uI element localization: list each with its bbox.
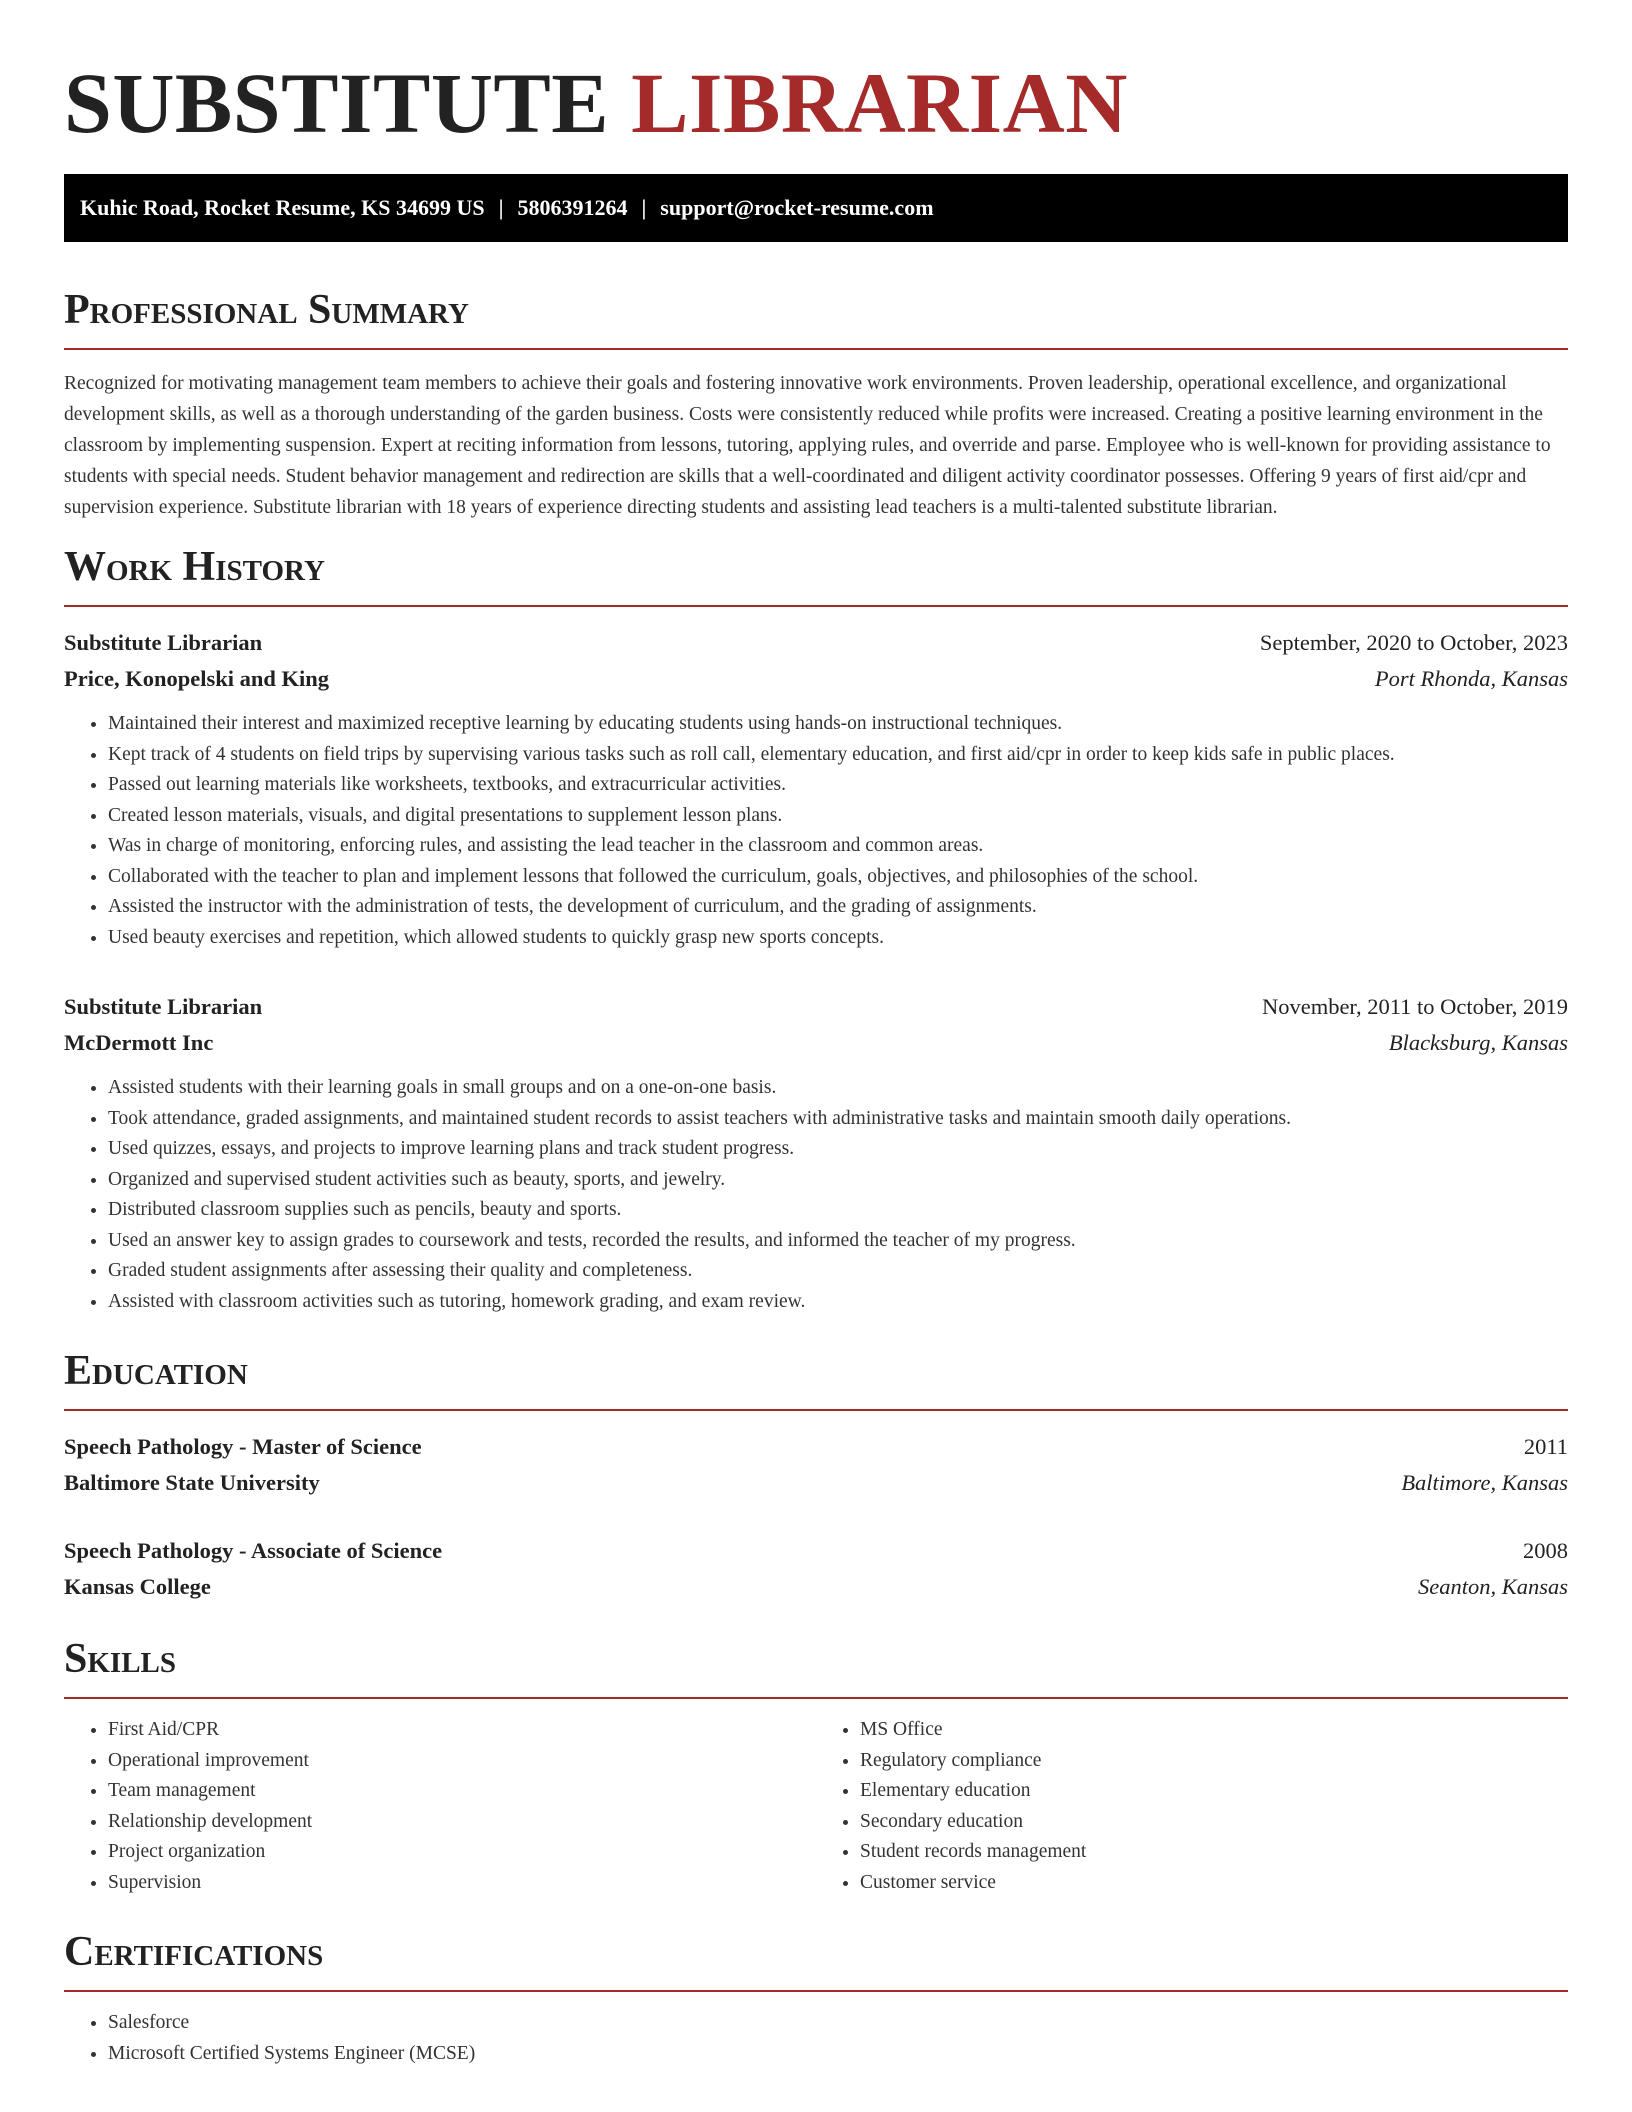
education-header-row xyxy=(64,1429,1568,1465)
skill-item: • First Aid/CPR xyxy=(108,1715,816,1746)
section-divider xyxy=(64,1990,1568,1992)
job-bullet: • Took attendance, graded assignments, and maintained student records to assist teachers with administrative tasks and maintain smooth daily operations. xyxy=(108,1104,1568,1135)
section-title-summary: Professional Summary xyxy=(64,287,469,333)
title-job-word: SUBSTITUTE xyxy=(64,55,610,151)
job-role: Substitute Librarian xyxy=(64,630,263,655)
job-bullet: • Collaborated with the teacher to plan and implement lessons that followed the curriculum, goals, objectives, and philosophies of the school. xyxy=(108,862,1568,893)
skill-item: • Project organization xyxy=(108,1837,816,1868)
skill-item: • MS Office xyxy=(860,1715,1568,1746)
job-bullet: • Created lesson materials, visuals, and digital presentations to supplement lesson plans. xyxy=(108,801,1568,832)
job-bullet-list xyxy=(64,1073,1568,1317)
section-title-work: Work History xyxy=(64,544,325,590)
section-title-skills: Skills xyxy=(64,1636,177,1682)
job-bullet: • Assisted with classroom activities such as tutoring, homework grading, and exam review. xyxy=(108,1287,1568,1318)
job-bullet: • Used an answer key to assign grades to coursework and tests, recorded the results, and informed the teacher of my progress. xyxy=(108,1226,1568,1257)
section-title-certifications: Certifications xyxy=(64,1929,324,1975)
job-location: Blacksburg, Kansas xyxy=(1388,1030,1568,1055)
job-bullet: • Assisted students with their learning goals in small groups and on a one-on-one basis. xyxy=(108,1073,1568,1104)
job-bullet: • Passed out learning materials like worksheets, textbooks, and extracurricular activities. xyxy=(108,770,1568,801)
contact-bar xyxy=(64,174,1568,242)
skill-item: • Elementary education xyxy=(860,1776,1568,1807)
resume-title xyxy=(64,52,1568,154)
contact-email[interactable]: support@rocket-resume.com xyxy=(660,195,934,220)
education-header-row xyxy=(64,1533,1568,1569)
certifications-list xyxy=(64,2008,1568,2069)
job-company-row xyxy=(64,1025,1568,1061)
contact-phone[interactable]: 5806391264 xyxy=(517,195,628,220)
job-bullet: • Maintained their interest and maximized receptive learning by educating students using hands-on instructional techniques. xyxy=(108,709,1568,740)
skill-item: • Customer service xyxy=(860,1868,1568,1899)
section-divider xyxy=(64,348,1568,350)
education-degree: Speech Pathology - Master of Science xyxy=(64,1434,422,1459)
skill-item: • Team management xyxy=(108,1776,816,1807)
job-company-row xyxy=(64,661,1568,697)
education-list xyxy=(64,1429,1568,1605)
job-bullet-list xyxy=(64,709,1568,953)
contact-address: Kuhic Road, Rocket Resume, KS 34699 US xyxy=(80,195,485,220)
job-bullet: • Used quizzes, essays, and projects to improve learning plans and track student progress. xyxy=(108,1134,1568,1165)
job-header-row xyxy=(64,625,1568,661)
skill-item: • Regulatory compliance xyxy=(860,1746,1568,1777)
job-location: Port Rhonda, Kansas xyxy=(1374,666,1568,691)
job-bullet: • Graded student assignments after assessing their quality and completeness. xyxy=(108,1256,1568,1287)
job-dates: September, 2020 to October, 2023 xyxy=(1259,630,1568,655)
section-divider xyxy=(64,605,1568,607)
skill-item: • Supervision xyxy=(108,1868,816,1899)
job-header-row xyxy=(64,989,1568,1025)
section-title-education: Education xyxy=(64,1348,248,1394)
skill-item: • Operational improvement xyxy=(108,1746,816,1777)
education-school: Kansas College xyxy=(64,1574,211,1599)
education-school-row xyxy=(64,1465,1568,1501)
job-company: Price, Konopelski and King xyxy=(64,666,330,691)
job-dates: November, 2011 to October, 2019 xyxy=(1261,994,1568,1019)
summary-text: Recognized for motivating management team members to achieve their goals and fostering innovative work environments. Proven leadership, operational excellence, and organizational development skills, as well as a thorough understanding of the garden business. Costs were consistently reduced while profits were increased. Creating a positive learning environment in the classroom by implementing suspension. Expert at reciting information from lessons, tutoring, applying rules, and override and parse. Employee who is well-known for providing assistance to students with special needs. Student behavior management and redirection are skills that a well-coordinated and diligent activity coordinator possesses. Offering 9 years of first aid/cpr and supervision experience. Substitute librarian with 18 years of experience directing students and assisting lead teachers is a multi-talented substitute librarian. xyxy=(64,373,1551,518)
job-entry xyxy=(64,625,1568,953)
skills-grid xyxy=(64,1715,1568,1898)
section-divider xyxy=(64,1409,1568,1411)
certification-item: • Microsoft Certified Systems Engineer (MCSE) xyxy=(108,2039,1568,2070)
job-bullet: • Used beauty exercises and repetition, which allowed students to quickly grasp new sports concepts. xyxy=(108,923,1568,954)
job-entry xyxy=(64,989,1568,1317)
education-entry xyxy=(64,1533,1568,1605)
skill-item: • Student records management xyxy=(860,1837,1568,1868)
job-bullet: • Organized and supervised student activities such as beauty, sports, and jewelry. xyxy=(108,1165,1568,1196)
skills-column-right xyxy=(816,1715,1568,1898)
contact-separator: | xyxy=(498,195,504,220)
education-year: 2011 xyxy=(1523,1434,1568,1459)
skill-item: • Secondary education xyxy=(860,1807,1568,1838)
certification-item: • Salesforce xyxy=(108,2008,1568,2039)
education-location: Baltimore, Kansas xyxy=(1401,1470,1568,1495)
skill-item: • Relationship development xyxy=(108,1807,816,1838)
job-bullet: • Distributed classroom supplies such as pencils, beauty and sports. xyxy=(108,1195,1568,1226)
education-school: Baltimore State University xyxy=(64,1470,320,1495)
work-history-list xyxy=(64,625,1568,1317)
job-bullet: • Assisted the instructor with the administration of tests, the development of curriculum, and the grading of assignments. xyxy=(108,892,1568,923)
contact-separator: | xyxy=(641,195,647,220)
title-accent-word: LIBRARIAN xyxy=(631,55,1128,151)
job-role: Substitute Librarian xyxy=(64,994,263,1019)
education-year: 2008 xyxy=(1523,1538,1568,1563)
education-degree: Speech Pathology - Associate of Science xyxy=(64,1538,443,1563)
education-location: Seanton, Kansas xyxy=(1417,1574,1568,1599)
section-divider xyxy=(64,1697,1568,1699)
job-company: McDermott Inc xyxy=(64,1030,214,1055)
education-entry xyxy=(64,1429,1568,1501)
skills-column-left xyxy=(64,1715,816,1898)
education-school-row xyxy=(64,1569,1568,1605)
job-bullet: • Kept track of 4 students on field trips by supervising various tasks such as roll call, elementary education, and first aid/cpr in order to keep kids safe in public places. xyxy=(108,740,1568,771)
job-bullet: • Was in charge of monitoring, enforcing rules, and assisting the lead teacher in the classroom and common areas. xyxy=(108,831,1568,862)
